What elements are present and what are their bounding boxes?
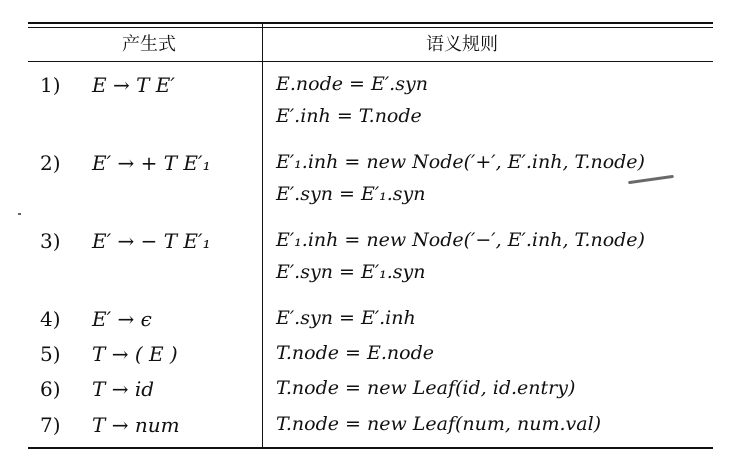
row-5-production: T → ( E ) [92,342,178,366]
header-production: 产生式 [122,34,176,55]
header-semantic-rules: 语义规则 [426,34,498,55]
row-3-rule-2: E′.syn = E′₁.syn [276,261,426,283]
ink-smudge [628,175,674,184]
row-2-rule-1: E′₁.inh = new Node(′+′, E′.inh, T.node) [276,151,645,173]
bottom-rule [28,447,713,449]
top-rule-thick [28,22,713,24]
row-6-rule-1: T.node = new Leaf(id, id.entry) [276,377,576,399]
scan-speck [18,213,21,215]
row-2-production: E′ → + T E′₁ [92,151,211,175]
column-divider [262,22,263,449]
row-3-rule-1: E′₁.inh = new Node(′−′, E′.inh, T.node) [276,229,645,251]
header-rule [28,61,713,62]
row-3-production: E′ → − T E′₁ [92,229,211,253]
row-4-rule-1: E′.syn = E′.inh [276,307,416,329]
top-rule-thin [28,27,713,28]
row-2-number: 2) [40,151,61,175]
row-7-rule-1: T.node = new Leaf(num, num.val) [276,413,602,435]
row-5-rule-1: T.node = E.node [276,342,434,364]
row-1-rule-1: E.node = E′.syn [276,73,428,95]
row-5-number: 5) [40,342,61,366]
row-2-rule-2: E′.syn = E′₁.syn [276,183,426,205]
row-1-number: 1) [40,73,61,97]
row-6-production: T → id [92,377,155,401]
row-6-number: 6) [40,377,61,401]
row-4-number: 4) [40,307,61,331]
row-7-production: T → num [92,413,180,437]
row-1-rule-2: E′.inh = T.node [276,105,422,127]
row-4-production: E′ → ϵ [92,307,152,331]
row-7-number: 7) [40,413,61,437]
row-1-production: E → T E′ [92,73,175,97]
row-3-number: 3) [40,229,61,253]
